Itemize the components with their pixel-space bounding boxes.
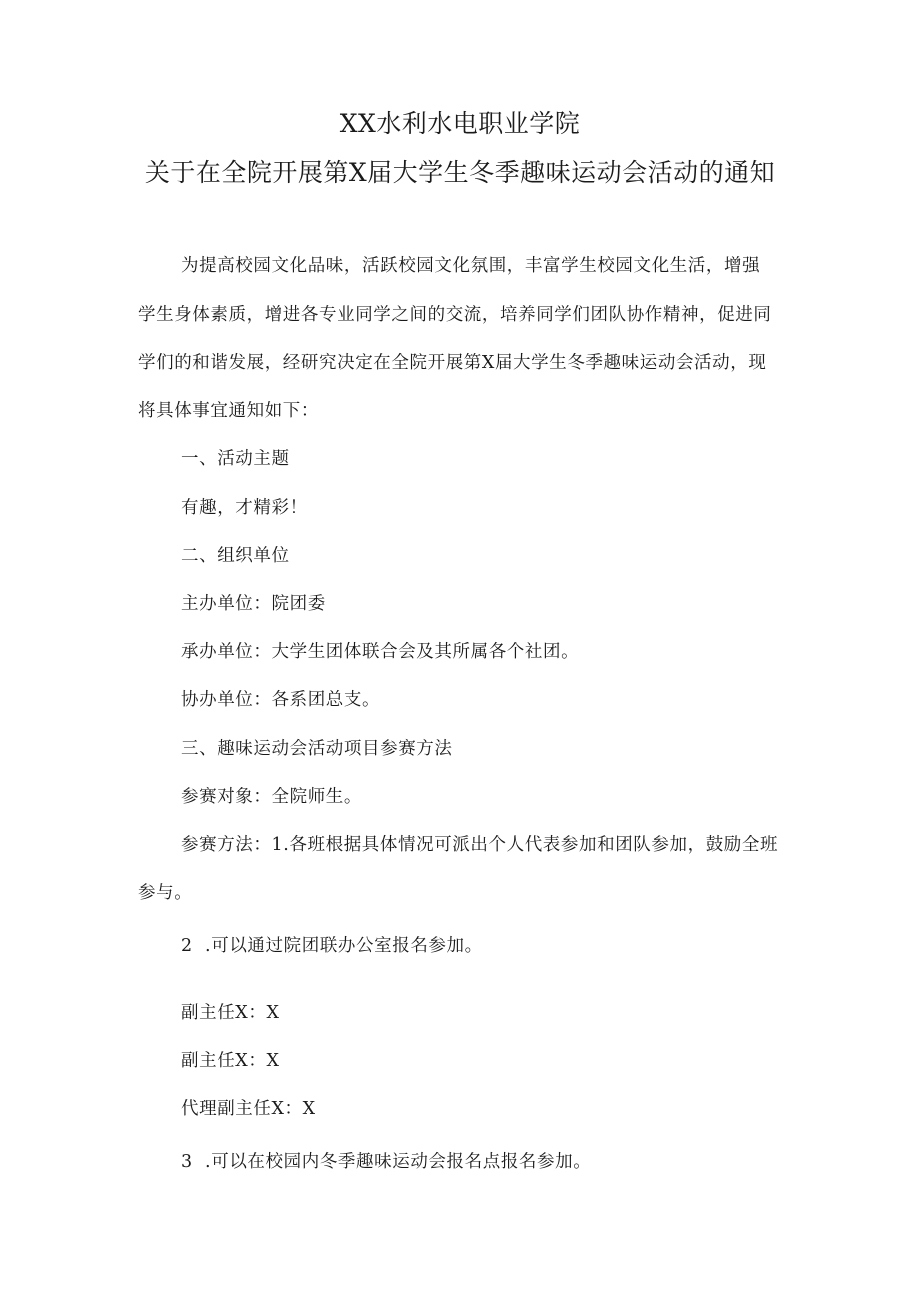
section-heading-theme: 一、活动主题 xyxy=(181,449,290,469)
contact-1: 副主任X：X xyxy=(181,1003,280,1023)
intro-line-3: 学们的和谐发展，经研究决定在全院开展第X届大学生冬季趣味运动会活动，现 xyxy=(138,353,767,373)
intro-line-2: 学生身体素质，增进各专业同学之间的交流，培养同学们团队协作精神，促进同 xyxy=(138,305,772,325)
document-title-school: XX水利水电职业学院 xyxy=(339,109,581,138)
host-unit: 主办单位：院团委 xyxy=(181,594,326,614)
co-organizer-unit: 协办单位：各系团总支。 xyxy=(181,690,381,710)
method-3: 3 .可以在校园内冬季趣味运动会报名点报名参加。 xyxy=(181,1152,592,1172)
method-line-2: 参与。 xyxy=(138,883,193,903)
theme-text: 有趣，才精彩！ xyxy=(181,498,308,518)
section-heading-organizers: 二、组织单位 xyxy=(181,546,290,566)
method-2: 2 .可以通过院团联办公室报名参加。 xyxy=(181,936,483,956)
intro-line-4: 将具体事宜通知如下： xyxy=(138,401,319,421)
document-title-notice: 关于在全院开展第X届大学生冬季趣味运动会活动的通知 xyxy=(144,158,776,187)
section-heading-method: 三、趣味运动会活动项目参赛方法 xyxy=(181,739,453,759)
contact-3: 代理副主任X：X xyxy=(181,1099,316,1119)
organizer-unit: 承办单位：大学生团体联合会及其所属各个社团。 xyxy=(181,642,580,662)
contact-2: 副主任X：X xyxy=(181,1051,280,1071)
intro-line-1: 为提高校园文化品味，活跃校园文化氛围，丰富学生校园文化生活，增强 xyxy=(181,256,761,276)
method-line-1: 参赛方法：1.各班根据具体情况可派出个人代表参加和团队参加，鼓励全班 xyxy=(181,835,779,855)
participants-text: 参赛对象：全院师生。 xyxy=(181,787,362,807)
